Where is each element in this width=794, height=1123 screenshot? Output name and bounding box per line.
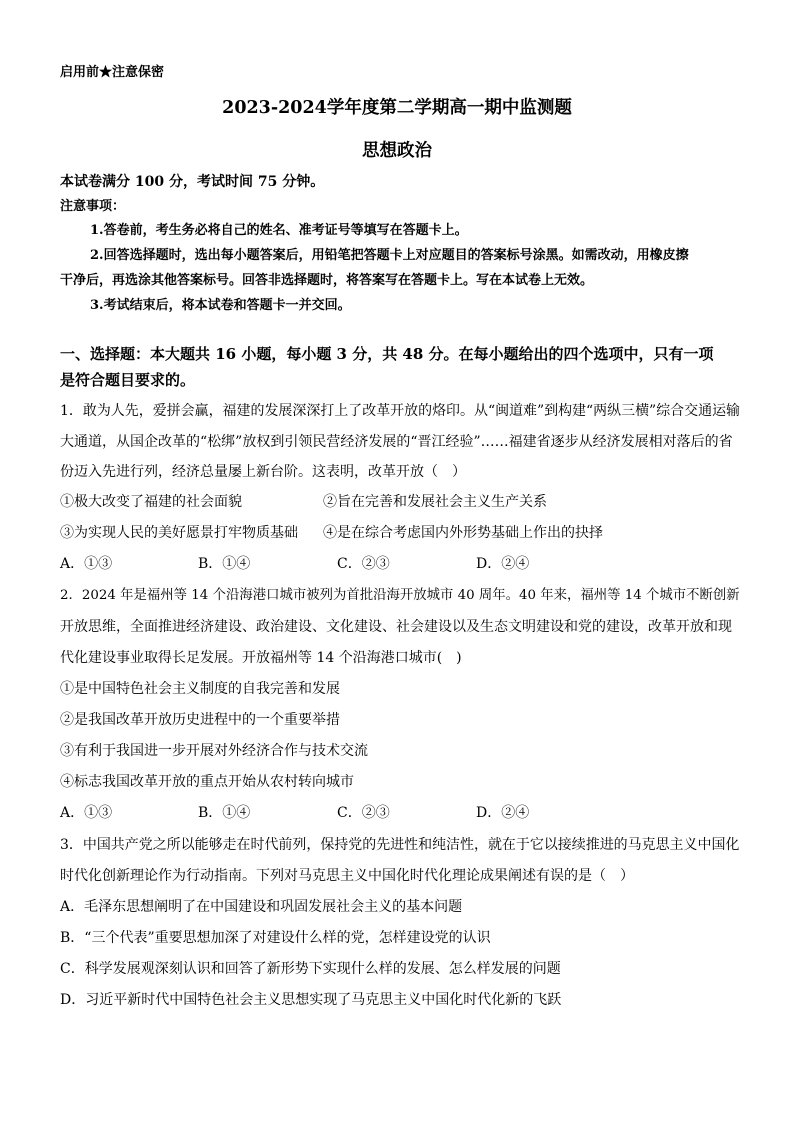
q3-stem-line-2: 时代化创新理论作为行动指南。下列对马克思主义中国化时代化理论成果阐述有误的是（ ） (60, 868, 634, 884)
note-2-line-1: 2.回答选择题时，选出每小题答案后，用铅笔把答题卡上对应题目的答案标号涂黑。如需改动，用橡皮擦 (90, 248, 689, 263)
q1-stem-line-3: 份迈入先进行列，经济总量屡上新台阶。这表明，改革开放（ ） (60, 464, 466, 480)
q2-statement-1: ①是中国特色社会主义制度的自我完善和发展 (60, 681, 340, 697)
q2-statement-4: ④标志我国改革开放的重点开始从农村转向城市 (60, 774, 354, 790)
q3-option-c: C．科学发展观深刻认识和回答了新形势下实现什么样的发展、怎么样发展的问题 (60, 961, 561, 977)
q1-statement-4: ④是在综合考虑国内外形势基础上作出的抉择 (323, 525, 603, 541)
q1-stem-line-2: 大通道，从国企改革的“松绑”放权到引领民营经济发展的“晋江经验”……福建省逐步从经济发展相对落后的省 (60, 434, 733, 450)
q2-stem-line-2: 开放思维，全面推进经济建设、政治建设、文化建设、社会建设以及生态文明建设和党的建设，改革开放和现 (60, 619, 732, 635)
q3-option-a: A．毛泽东思想阐明了在中国建设和巩固发展社会主义的基本问题 (60, 899, 463, 915)
q2-statement-2: ②是我国改革开放历史进程中的一个重要举措 (60, 712, 340, 728)
q2-option-c: C．②③ (337, 805, 390, 821)
q1-option-d: D．②④ (476, 556, 530, 572)
q1-statement-2: ②旨在完善和发展社会主义生产关系 (323, 494, 547, 510)
q1-statement-1: ①极大改变了福建的社会面貌 (60, 494, 242, 510)
q3-option-b: B．“三个代表”重要思想加深了对建设什么样的党，怎样建设党的认识 (60, 930, 491, 946)
section-1-heading-line-1: 一、选择题：本大题共 16 小题，每小题 3 分，共 48 分。在每小题给出的四个选项中，只有一项 (60, 345, 714, 363)
q2-option-a: A．①③ (60, 805, 113, 821)
notes-title: 注意事项： (60, 199, 126, 214)
note-3: 3.考试结束后，将本试卷和答题卡一并交回。 (90, 298, 351, 313)
subject-title: 思想政治 (362, 141, 432, 161)
q1-option-a: A．①③ (60, 556, 113, 572)
score-time-info: 本试卷满分 100 分，考试时间 75 分钟。 (60, 174, 325, 190)
q2-stem-line-1: 2．2024 年是福州等 14 个沿海港口城市被列为首批沿海开放城市 40 周年。40 年来，福州等 14 个城市不断创新 (60, 588, 740, 603)
note-2-line-2: 干净后，再选涂其他答案标号。回答非选择题时，将答案写在答题卡上。写在本试卷上无效。 (60, 273, 594, 288)
q1-statement-3: ③为实现人民的美好愿景打牢物质基础 (60, 525, 298, 541)
q2-option-b: B．①④ (198, 805, 251, 821)
q3-option-d: D．习近平新时代中国特色社会主义思想实现了马克思主义中国化时代化新的飞跃 (60, 992, 562, 1008)
section-1-heading-line-2: 是符合题目要求的。 (60, 371, 196, 389)
note-1: 1.答卷前，考生务必将自己的姓名、准考证号等填写在答题卡上。 (90, 223, 468, 238)
q1-stem-line-1: 1．敢为人先，爱拼会赢，福建的发展深深打上了改革开放的烙印。从“闽道难”到构建“两纵三横”综合交通运输 (60, 403, 741, 419)
q2-option-d: D．②④ (476, 805, 530, 821)
q2-stem-line-3: 代化建设事业取得长足发展。开放福州等 14 个沿海港口城市( ) (60, 650, 462, 666)
q1-option-b: B．①④ (198, 556, 251, 572)
q3-stem-line-1: 3．中国共产党之所以能够走在时代前列，保持党的先进性和纯洁性，就在于它以接续推进的马克思主义中国化 (60, 837, 740, 853)
exam-title: 2023-2024学年度第二学期高一期中监测题 (222, 98, 572, 118)
q1-option-c: C．②③ (337, 556, 390, 572)
q2-statement-3: ③有利于我国进一步开展对外经济合作与技术交流 (60, 743, 368, 759)
confidential-label: 启用前★注意保密 (60, 65, 165, 80)
